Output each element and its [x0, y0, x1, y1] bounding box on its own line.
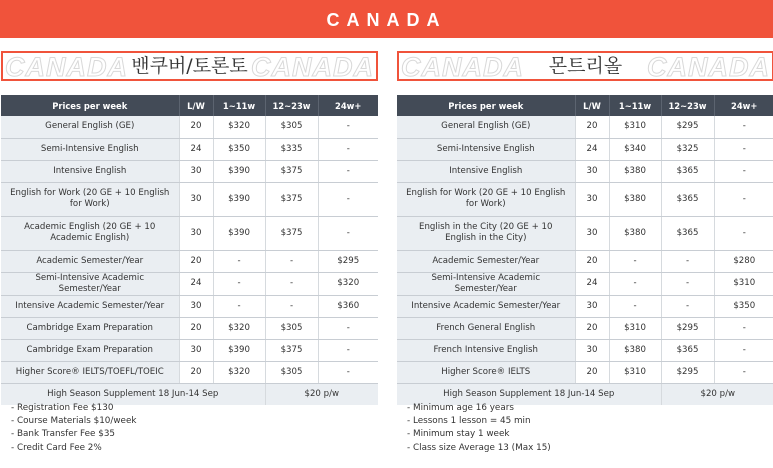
city-title-box — [1, 51, 378, 81]
price-1-11w-cell: $310 — [609, 361, 661, 383]
table-row — [397, 272, 773, 295]
lessons-cell: 20 — [575, 317, 609, 339]
price-12-23w-cell: $365 — [661, 339, 714, 361]
header-prices-per-week: Prices per week — [1, 95, 179, 116]
header-12-23w: 12~23w — [661, 95, 714, 116]
header-1-11w: 1~11w — [213, 95, 265, 116]
price-table — [1, 95, 378, 405]
price-12-23w-cell: $305 — [265, 116, 318, 138]
note-item: - Bank Transfer Fee $35 — [11, 428, 136, 441]
lessons-cell: 20 — [179, 361, 213, 383]
course-name-cell: Cambridge Exam Preparation — [1, 317, 179, 339]
price-24w-plus-cell: - — [318, 138, 378, 160]
course-name-cell: Intensive Academic Semester/Year — [1, 295, 179, 317]
course-name-cell: General English (GE) — [1, 116, 179, 138]
price-12-23w-cell: $305 — [265, 317, 318, 339]
price-24w-plus-cell: - — [714, 182, 773, 216]
lessons-cell: 30 — [575, 339, 609, 361]
table-row — [397, 361, 773, 383]
price-24w-plus-cell: - — [714, 339, 773, 361]
table-header-row — [1, 95, 378, 116]
city-title: 몬트리올 — [548, 55, 623, 77]
price-12-23w-cell: $295 — [661, 317, 714, 339]
course-name-cell: Semi-Intensive English — [397, 138, 575, 160]
course-name-cell: English for Work (20 GE + 10 English for Work) — [397, 182, 575, 216]
price-12-23w-cell: $335 — [265, 138, 318, 160]
watermark-logo: CANADA — [647, 52, 770, 81]
price-24w-plus-cell: - — [714, 160, 773, 182]
price-12-23w-cell: $365 — [661, 182, 714, 216]
price-24w-plus-cell: $280 — [714, 250, 773, 272]
price-12-23w-cell: $375 — [265, 160, 318, 182]
header-12-23w: 12~23w — [265, 95, 318, 116]
supplement-label: High Season Supplement 18 Jun-14 Sep — [397, 383, 661, 405]
course-name-cell: Intensive Academic Semester/Year — [397, 295, 575, 317]
lessons-cell: 20 — [575, 361, 609, 383]
price-12-23w-cell: $295 — [661, 116, 714, 138]
lessons-cell: 24 — [575, 138, 609, 160]
price-1-11w-cell: $320 — [213, 317, 265, 339]
lessons-cell: 30 — [575, 182, 609, 216]
note-item: - Minimum age 16 years — [407, 402, 551, 415]
note-item: - Lessons 1 lesson = 45 min — [407, 415, 551, 428]
price-1-11w-cell: $340 — [609, 138, 661, 160]
table-row — [1, 250, 378, 272]
header-lessons-per-week: L/W — [575, 95, 609, 116]
watermark-logo: CANADA — [5, 52, 128, 81]
lessons-cell: 24 — [179, 272, 213, 295]
course-name-cell: Semi-Intensive Academic Semester/Year — [1, 272, 179, 295]
table-row — [1, 361, 378, 383]
course-name-cell: Cambridge Exam Preparation — [1, 339, 179, 361]
lessons-cell: 30 — [179, 160, 213, 182]
lessons-cell: 30 — [179, 182, 213, 216]
lessons-cell: 20 — [179, 250, 213, 272]
header-24w-plus: 24w+ — [714, 95, 773, 116]
price-1-11w-cell: $380 — [609, 160, 661, 182]
header-lessons-per-week: L/W — [179, 95, 213, 116]
note-item: - Class size Average 13 (Max 15) — [407, 442, 551, 455]
price-24w-plus-cell: - — [714, 138, 773, 160]
price-1-11w-cell: - — [213, 250, 265, 272]
price-1-11w-cell: $390 — [213, 182, 265, 216]
table-row — [1, 116, 378, 138]
lessons-cell: 20 — [575, 250, 609, 272]
table-row — [1, 295, 378, 317]
price-1-11w-cell: $390 — [213, 160, 265, 182]
note-item: - Minimum stay 1 week — [407, 428, 551, 441]
supplement-label: High Season Supplement 18 Jun-14 Sep — [1, 383, 265, 405]
lessons-cell: 20 — [179, 116, 213, 138]
price-12-23w-cell: - — [661, 250, 714, 272]
montreal-panel — [397, 51, 773, 453]
price-12-23w-cell: $295 — [661, 361, 714, 383]
note-item: - Course Materials $10/week — [11, 415, 136, 428]
table-row — [1, 216, 378, 250]
supplement-value: $20 p/w — [661, 383, 773, 405]
header-24w-plus: 24w+ — [318, 95, 378, 116]
price-12-23w-cell: - — [265, 295, 318, 317]
course-name-cell: English in the City (20 GE + 10 English in the City) — [397, 216, 575, 250]
price-12-23w-cell: - — [661, 272, 714, 295]
table-row — [397, 160, 773, 182]
lessons-cell: 20 — [179, 317, 213, 339]
lessons-cell: 30 — [575, 295, 609, 317]
lessons-cell: 30 — [575, 216, 609, 250]
course-name-cell: French Intensive English — [397, 339, 575, 361]
price-24w-plus-cell: $310 — [714, 272, 773, 295]
course-name-cell: Semi-Intensive English — [1, 138, 179, 160]
table-row — [1, 339, 378, 361]
table-row — [397, 295, 773, 317]
table-row — [1, 272, 378, 295]
price-1-11w-cell: $310 — [609, 317, 661, 339]
course-name-cell: English for Work (20 GE + 10 English for Work) — [1, 182, 179, 216]
price-table — [397, 95, 773, 405]
lessons-cell: 30 — [179, 295, 213, 317]
price-24w-plus-cell: - — [714, 116, 773, 138]
note-item: - Registration Fee $130 — [11, 402, 136, 415]
price-24w-plus-cell: $350 — [714, 295, 773, 317]
price-24w-plus-cell: - — [318, 160, 378, 182]
price-24w-plus-cell: - — [318, 116, 378, 138]
table-row — [397, 317, 773, 339]
supplement-value: $20 p/w — [265, 383, 378, 405]
price-1-11w-cell: - — [609, 295, 661, 317]
price-24w-plus-cell: - — [318, 317, 378, 339]
course-name-cell: General English (GE) — [397, 116, 575, 138]
price-24w-plus-cell: - — [714, 317, 773, 339]
table-row — [1, 182, 378, 216]
price-24w-plus-cell: $320 — [318, 272, 378, 295]
price-1-11w-cell: $390 — [213, 339, 265, 361]
watermark-logo: CANADA — [401, 52, 524, 81]
price-1-11w-cell: - — [609, 272, 661, 295]
price-24w-plus-cell: - — [318, 361, 378, 383]
vancouver-toronto-panel — [1, 51, 378, 453]
table-row — [397, 339, 773, 361]
price-1-11w-cell: $380 — [609, 216, 661, 250]
price-24w-plus-cell: - — [318, 216, 378, 250]
price-1-11w-cell: $380 — [609, 182, 661, 216]
table-row — [1, 160, 378, 182]
price-1-11w-cell: - — [609, 250, 661, 272]
price-24w-plus-cell: $295 — [318, 250, 378, 272]
city-title: 밴쿠버/토론토 — [131, 55, 248, 77]
price-1-11w-cell: $320 — [213, 361, 265, 383]
course-name-cell: Intensive English — [397, 160, 575, 182]
table-header-row — [397, 95, 773, 116]
price-24w-plus-cell: - — [318, 339, 378, 361]
watermark-logo: CANADA — [251, 52, 374, 81]
price-1-11w-cell: - — [213, 295, 265, 317]
fee-notes — [11, 402, 136, 455]
price-1-11w-cell: $320 — [213, 116, 265, 138]
lessons-cell: 30 — [575, 160, 609, 182]
lessons-cell: 20 — [575, 116, 609, 138]
lessons-cell: 30 — [179, 339, 213, 361]
price-1-11w-cell: - — [213, 272, 265, 295]
price-1-11w-cell: $390 — [213, 216, 265, 250]
course-name-cell: French General English — [397, 317, 575, 339]
price-24w-plus-cell: - — [318, 182, 378, 216]
table-row — [397, 216, 773, 250]
info-notes — [407, 402, 551, 455]
course-name-cell: Academic Semester/Year — [397, 250, 575, 272]
table-row — [397, 182, 773, 216]
table-row — [1, 317, 378, 339]
header-prices-per-week: Prices per week — [397, 95, 575, 116]
city-title-box — [397, 51, 773, 81]
price-12-23w-cell: - — [265, 250, 318, 272]
price-12-23w-cell: - — [661, 295, 714, 317]
course-name-cell: Academic Semester/Year — [1, 250, 179, 272]
price-24w-plus-cell: $360 — [318, 295, 378, 317]
lessons-cell: 24 — [575, 272, 609, 295]
course-name-cell: Academic English (20 GE + 10 Academic English) — [1, 216, 179, 250]
price-12-23w-cell: - — [265, 272, 318, 295]
price-1-11w-cell: $310 — [609, 116, 661, 138]
table-row — [397, 116, 773, 138]
table-row — [1, 138, 378, 160]
note-item: - Credit Card Fee 2% — [11, 442, 136, 455]
price-12-23w-cell: $375 — [265, 216, 318, 250]
price-24w-plus-cell: - — [714, 361, 773, 383]
price-12-23w-cell: $365 — [661, 216, 714, 250]
header-1-11w: 1~11w — [609, 95, 661, 116]
price-12-23w-cell: $375 — [265, 339, 318, 361]
course-name-cell: Higher Score® IELTS — [397, 361, 575, 383]
table-row — [397, 138, 773, 160]
price-12-23w-cell: $365 — [661, 160, 714, 182]
price-12-23w-cell: $375 — [265, 182, 318, 216]
course-name-cell: Semi-Intensive Academic Semester/Year — [397, 272, 575, 295]
price-24w-plus-cell: - — [714, 216, 773, 250]
course-name-cell: Higher Score® IELTS/TOEFL/TOEIC — [1, 361, 179, 383]
price-1-11w-cell: $350 — [213, 138, 265, 160]
price-12-23w-cell: $305 — [265, 361, 318, 383]
table-row — [397, 250, 773, 272]
lessons-cell: 24 — [179, 138, 213, 160]
price-12-23w-cell: $325 — [661, 138, 714, 160]
lessons-cell: 30 — [179, 216, 213, 250]
course-name-cell: Intensive English — [1, 160, 179, 182]
price-1-11w-cell: $380 — [609, 339, 661, 361]
country-banner: CANADA — [0, 0, 773, 38]
